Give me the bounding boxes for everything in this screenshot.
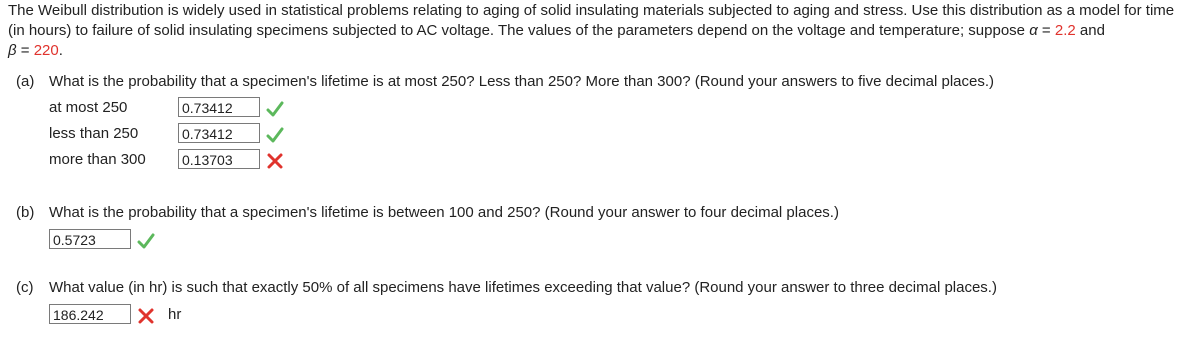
x-icon <box>266 152 284 170</box>
part-c-question: (c) What value (in hr) is such that exactly 50% of all specimens have lifetimes exceeding that value? (Round your answer to three decimal places.) <box>16 279 997 296</box>
x-icon <box>137 307 155 325</box>
answer-input-less-than-250[interactable]: 0.73412 <box>178 123 260 143</box>
part-b-tag: (b) <box>16 204 35 221</box>
unit-label: hr <box>168 306 182 323</box>
answer-label: more than 300 <box>49 151 146 168</box>
alpha-value: 2.2 <box>1054 22 1076 39</box>
answer-input-part-c[interactable]: 186.242 <box>49 304 131 324</box>
alpha-symbol: α <box>1029 22 1038 39</box>
intro-text: The Weibull distribution is widely used in statistical problems relating to aging of solid insulating materials subjected to aging and stress. Use this distribution as a model for time (in hours) to failure of solid insulating specimens subjected to AC voltage. The values of the parameters depend on the voltage and temperature; suppose <box>8 2 1175 39</box>
beta-value: 220 <box>33 42 59 59</box>
problem-intro: The Weibull distribution is widely used in statistical problems relating to aging of solid insulating materials subjected to aging and stress. Use this distribution as a model for time (in hours) to failure of solid insulating specimens subjected to AC voltage. The values of the parameters depend on the voltage and temperature; suppose α = 2.2 and β = 220. <box>8 2 1175 59</box>
beta-symbol: β <box>8 42 17 59</box>
answer-label: at most 250 <box>49 99 128 116</box>
answer-input-more-than-300[interactable]: 0.13703 <box>178 149 260 169</box>
answer-input-part-b[interactable]: 0.5723 <box>49 229 131 249</box>
answer-label: less than 250 <box>49 125 139 142</box>
part-a-question: (a) What is the probability that a specimen's lifetime is at most 250? Less than 250? More than 300? (Round your answers to five decimal places.) <box>16 73 995 90</box>
answer-input-at-most-250[interactable]: 0.73412 <box>178 97 260 117</box>
check-icon <box>137 232 155 250</box>
part-c-tag: (c) <box>16 279 34 296</box>
part-a-tag: (a) <box>16 73 35 90</box>
part-b-question: (b) What is the probability that a specimen's lifetime is between 100 and 250? (Round your answer to four decimal places.) <box>16 204 839 221</box>
check-icon <box>266 100 284 118</box>
check-icon <box>266 126 284 144</box>
